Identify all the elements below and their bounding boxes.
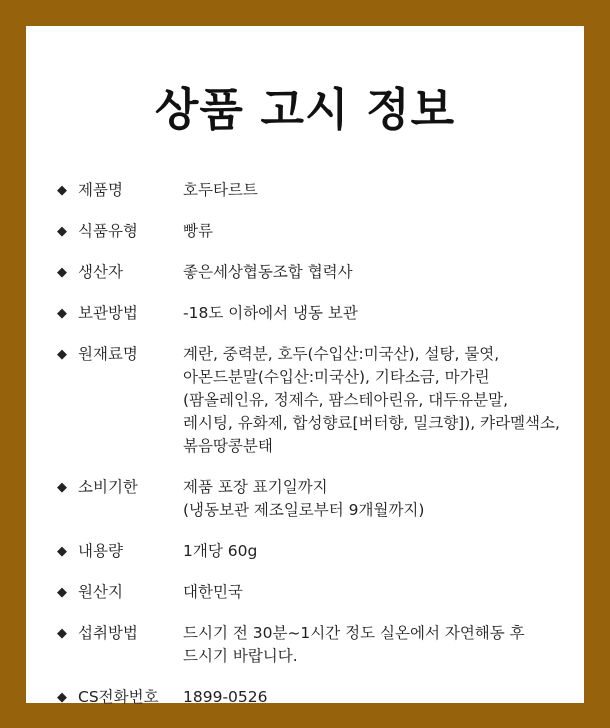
info-label: 섭취방법	[78, 624, 138, 642]
info-row-how-to-eat	[26, 622, 584, 668]
diamond-bullet-icon: ◆	[57, 690, 67, 705]
info-row-ingredients	[26, 343, 584, 458]
diamond-bullet-icon: ◆	[57, 183, 67, 198]
info-row-product-name	[26, 179, 584, 202]
info-list	[26, 179, 584, 727]
info-value	[183, 179, 568, 202]
info-label: 식품유형	[78, 222, 138, 240]
info-value-line: 아몬드분말(수입산:미국산), 기타소금, 마가린	[183, 368, 490, 386]
info-value-line: 드시기 바랍니다.	[183, 647, 298, 665]
info-value-line: 볶음땅콩분태	[183, 437, 273, 455]
info-label: 원산지	[78, 583, 123, 601]
info-value-line: (팜올레인유, 정제수, 팜스테아린유, 대두유분말,	[183, 391, 509, 409]
diamond-bullet-icon: ◆	[57, 626, 67, 641]
info-label: 생산자	[78, 263, 123, 281]
diamond-bullet-icon: ◆	[57, 265, 67, 280]
diamond-bullet-icon: ◆	[57, 224, 67, 239]
info-value	[183, 302, 568, 325]
info-label: 소비기한	[78, 478, 138, 496]
diamond-bullet-icon: ◆	[57, 480, 67, 495]
info-value-line: 1개당 60g	[183, 542, 258, 560]
info-value-line: 좋은세상협동조합 협력사	[183, 263, 353, 281]
info-panel	[26, 26, 584, 706]
info-label: 보관방법	[78, 304, 138, 322]
info-value	[183, 581, 568, 604]
info-value-line: 호두타르트	[183, 181, 258, 199]
info-value	[183, 261, 568, 284]
info-value-line: 대한민국	[183, 583, 243, 601]
diamond-bullet-icon: ◆	[57, 544, 67, 559]
info-value-line: -18도 이하에서 냉동 보관	[183, 304, 358, 322]
info-value	[183, 622, 568, 668]
info-value	[183, 476, 568, 522]
info-row-net-content	[26, 540, 584, 563]
info-value	[183, 343, 568, 458]
info-row-cs-phone	[26, 686, 584, 709]
info-value	[183, 540, 568, 563]
diamond-bullet-icon: ◆	[57, 306, 67, 321]
info-value-line: 빵류	[183, 222, 213, 240]
info-label: CS전화번호	[78, 688, 159, 706]
info-row-origin	[26, 581, 584, 604]
info-row-food-type	[26, 220, 584, 243]
info-label: 원재료명	[78, 345, 138, 363]
info-label: 내용량	[78, 542, 123, 560]
page-title: 상품 고시 정보	[154, 83, 456, 136]
diamond-bullet-icon: ◆	[57, 347, 67, 362]
info-value	[183, 686, 568, 709]
info-row-expiry	[26, 476, 584, 522]
info-row-storage	[26, 302, 584, 325]
diamond-bullet-icon: ◆	[57, 585, 67, 600]
info-label: 제품명	[78, 181, 123, 199]
info-value-line: 레시팅, 유화제, 합성향료[버터향, 밀크향]), 캬라멜색소,	[183, 414, 560, 432]
info-value	[183, 220, 568, 243]
info-value-line: (냉동보관 제조일로부터 9개월까지)	[183, 501, 425, 519]
cs-phone-number: 1899-0526	[183, 688, 268, 706]
info-value-line: 제품 포장 표기일까지	[183, 478, 328, 496]
info-value-line: 드시기 전 30분~1시간 정도 실온에서 자연해동 후	[183, 624, 525, 642]
info-row-producer	[26, 261, 584, 284]
info-value-line: 계란, 중력분, 호두(수입산:미국산), 설탕, 물엿,	[183, 345, 500, 363]
